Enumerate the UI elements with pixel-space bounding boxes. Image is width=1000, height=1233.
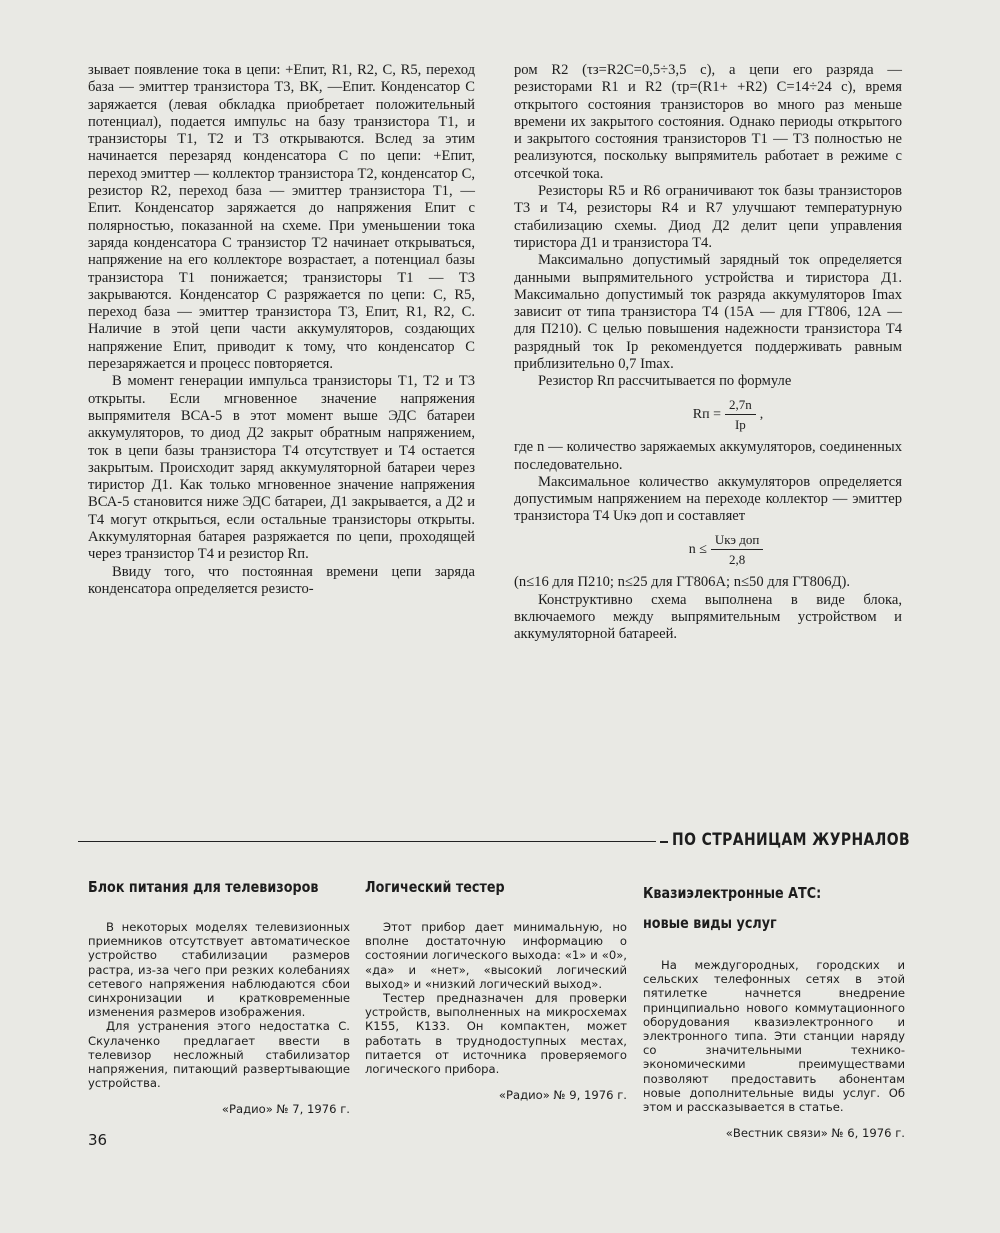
- article-tv-power-supply: [88, 878, 350, 1117]
- paragraph: Максимальное количество аккумуляторов определяется допустимым напряжением на переходе коллектор — эмиттер транзистора Т4 Uкэ доп и составляет: [514, 473, 902, 525]
- article-title: Логический тестер: [365, 878, 505, 896]
- section-rule-dash: [660, 841, 668, 843]
- article-logic-tester: [365, 878, 627, 1102]
- paragraph: Ввиду того, что постоянная времени цепи заряда конденсатора определяется резисто-: [88, 563, 475, 597]
- paragraph: ром R2 (τз=R2C=0,5÷3,5 с), а цепи его разряда — резисторами R1 и R2 (τр=(R1+ +R2) C=14÷24 с), время открытого состояния транзисторов во много раз меньше времени их закрытого состояния. Однако периоды открытого и закрытого состояния транзисторов Т1 — Т3 полностью не реализуются, поскольку выпрямитель работает в режиме с отсечкой тока.: [514, 62, 902, 182]
- formula-count: [554, 531, 902, 569]
- formula-denominator: 2,8: [728, 552, 746, 568]
- article-title: [643, 878, 866, 938]
- article-title: Блок питания для телевизоров: [88, 878, 319, 896]
- formula-numerator: Uкэ доп: [711, 531, 763, 550]
- text-column-left: [88, 62, 475, 598]
- formula-lhs: n ≤: [688, 541, 707, 557]
- article-paragraph: В некоторых моделях телевизионных приемников отсутствует автоматическое устройство стабилизации размеров растра, из-за чего при резких колебаниях сетевого напряжения наблюдаются сбои синхронизации и кратковременные изменения размеров изображения.: [88, 920, 350, 1020]
- formula-fraction: [725, 396, 756, 434]
- section-rule: [78, 841, 656, 842]
- formula-tail: ,: [759, 406, 764, 422]
- paragraph: Резисторы R5 и R6 ограничивают ток базы транзисторов Т3 и Т4, резисторы R4 и R7 улучшают температурную стабилизацию схемы. Диод Д2 делит цепи управления тиристора Д1 и транзистора Т4.: [514, 183, 902, 251]
- paragraph: Максимально допустимый зарядный ток определяется данными выпрямительного устройства и тиристора Д1. Максимально допустимый ток разряда аккумуляторов Imax зависит от типа транзистора Т4 (15А — для ГТ806, 12А — для П210). С целью повышения надежности транзистора Т4 разрядный ток Iр рекомендуется поддерживать равным приблизительно 0,7 Imax.: [514, 252, 902, 373]
- article-title-line1: Квазиэлектронные АТС:: [643, 884, 822, 902]
- article-source: «Вестник связи» № 6, 1976 г.: [725, 1126, 905, 1141]
- section-title: ПО СТРАНИЦАМ ЖУРНАЛОВ: [672, 830, 911, 850]
- article-source: «Радио» № 9, 1976 г.: [498, 1088, 627, 1103]
- page-number: 36: [88, 1131, 108, 1149]
- article-paragraph: Для устранения этого недостатка С. Скулаченко предлагает ввести в телевизор несложный стабилизатор напряжения, питающий развертывающие устройства.: [88, 1019, 350, 1091]
- article-paragraph: Тестер предназначен для проверки устройств, выполненных на микросхемах К155, К133. Он компактен, может работать в труднодоступных местах, питается от источника проверяемого логического прибора.: [365, 991, 627, 1077]
- article-title-line2: новые виды услуг: [643, 914, 777, 932]
- paragraph: зывает появление тока в цепи: +Eпит, R1, R2, C, R5, переход база — эмиттер транзистора Т3, ВК, —Eпит. Конденсатор C заряжается (левая обкладка приобретает положительный потенциал), подается импульс на базу транзистора Т1, и транзисторы Т1, Т2 и Т3 открываются. Вслед за этим начинается перезаряд конденсатора C по цепи: +Eпит, переход эмиттер — коллектор транзистора Т2, конденсатор C, резистор R2, переход база — эмиттер транзистора Т1, —Eпит. Конденсатор заряжается до напряжения Eпит с полярностью, показанной на схеме. При уменьшении тока заряда конденсатора C транзистор Т2 начинает открываться, напряжение на его коллекторе возрастает, а потенциал базы транзистора Т1 понижается; транзисторы Т1 — Т3 закрываются. Конденсатор C разряжается по цепи: C, R5, переход база — эмиттер транзистора Т3, Eпит, R1, R2, C. Наличие в этой цепи части аккумуляторов, создающих напряжение Eпит, приводит к тому, что конденсатор C перезаряжается и процесс повторяется.: [88, 62, 475, 373]
- paragraph: (n≤16 для П210; n≤25 для ГТ806А; n≤50 для ГТ806Д).: [514, 574, 851, 591]
- formula-resistor: [554, 396, 902, 434]
- article-quasi-electronic-exchanges: [643, 878, 905, 1140]
- formula-numerator: 2,7n: [725, 396, 756, 415]
- article-source: «Радио» № 7, 1976 г.: [221, 1102, 350, 1117]
- paragraph: где n — количество заряжаемых аккумуляторов, соединенных последовательно.: [514, 439, 902, 473]
- paragraph: Резистор Rп рассчитывается по формуле: [538, 373, 792, 390]
- formula-lhs: Rп =: [692, 406, 721, 422]
- paragraph: В момент генерации импульса транзисторы Т1, Т2 и Т3 открыты. Если мгновенное значение напряжения выпрямителя ВСА-5 в этот момент выше ЭДС батареи аккумуляторов, то диод Д2 закрыт обратным напряжением, ток в цепи базы транзистора Т4 отсутствует и Т4 остается закрытым. Происходит заряд аккумуляторной батареи через тиристор Д1. Как только мгновенное значение напряжения ВСА-5 становится ниже ЭДС батареи, Д1 закрывается, а Д2 и Т4 могут открыться, если остальные транзисторы открыты. Аккумуляторная батарея разряжается по цепи, проходящей через транзистор Т4 и резистор Rп.: [88, 373, 475, 563]
- paragraph: Конструктивно схема выполнена в виде блока, включаемого между выпрямительным устройством и аккумуляторной батареей.: [514, 591, 902, 643]
- text-column-right: [514, 62, 902, 644]
- article-paragraph: Этот прибор дает минимальную, но вполне достаточную информацию о состоянии логического выхода: «1» и «0», «да» и «нет», «высокий логический выход» и «низкий логический выход».: [365, 920, 627, 991]
- formula-denominator: Iр: [734, 416, 746, 432]
- formula-fraction: [711, 531, 763, 569]
- article-paragraph: На междугородных, городских и сельских телефонных сетях в этой пятилетке начнется внедрение принципиально нового коммутационного оборудования квазиэлектронного и электронного типа. Эти станции наряду со значительными технико-экономическими преимуществами позволяют предоставить абонентам новые дополнительные виды услуг. Об этом и рассказывается в статье.: [643, 958, 905, 1115]
